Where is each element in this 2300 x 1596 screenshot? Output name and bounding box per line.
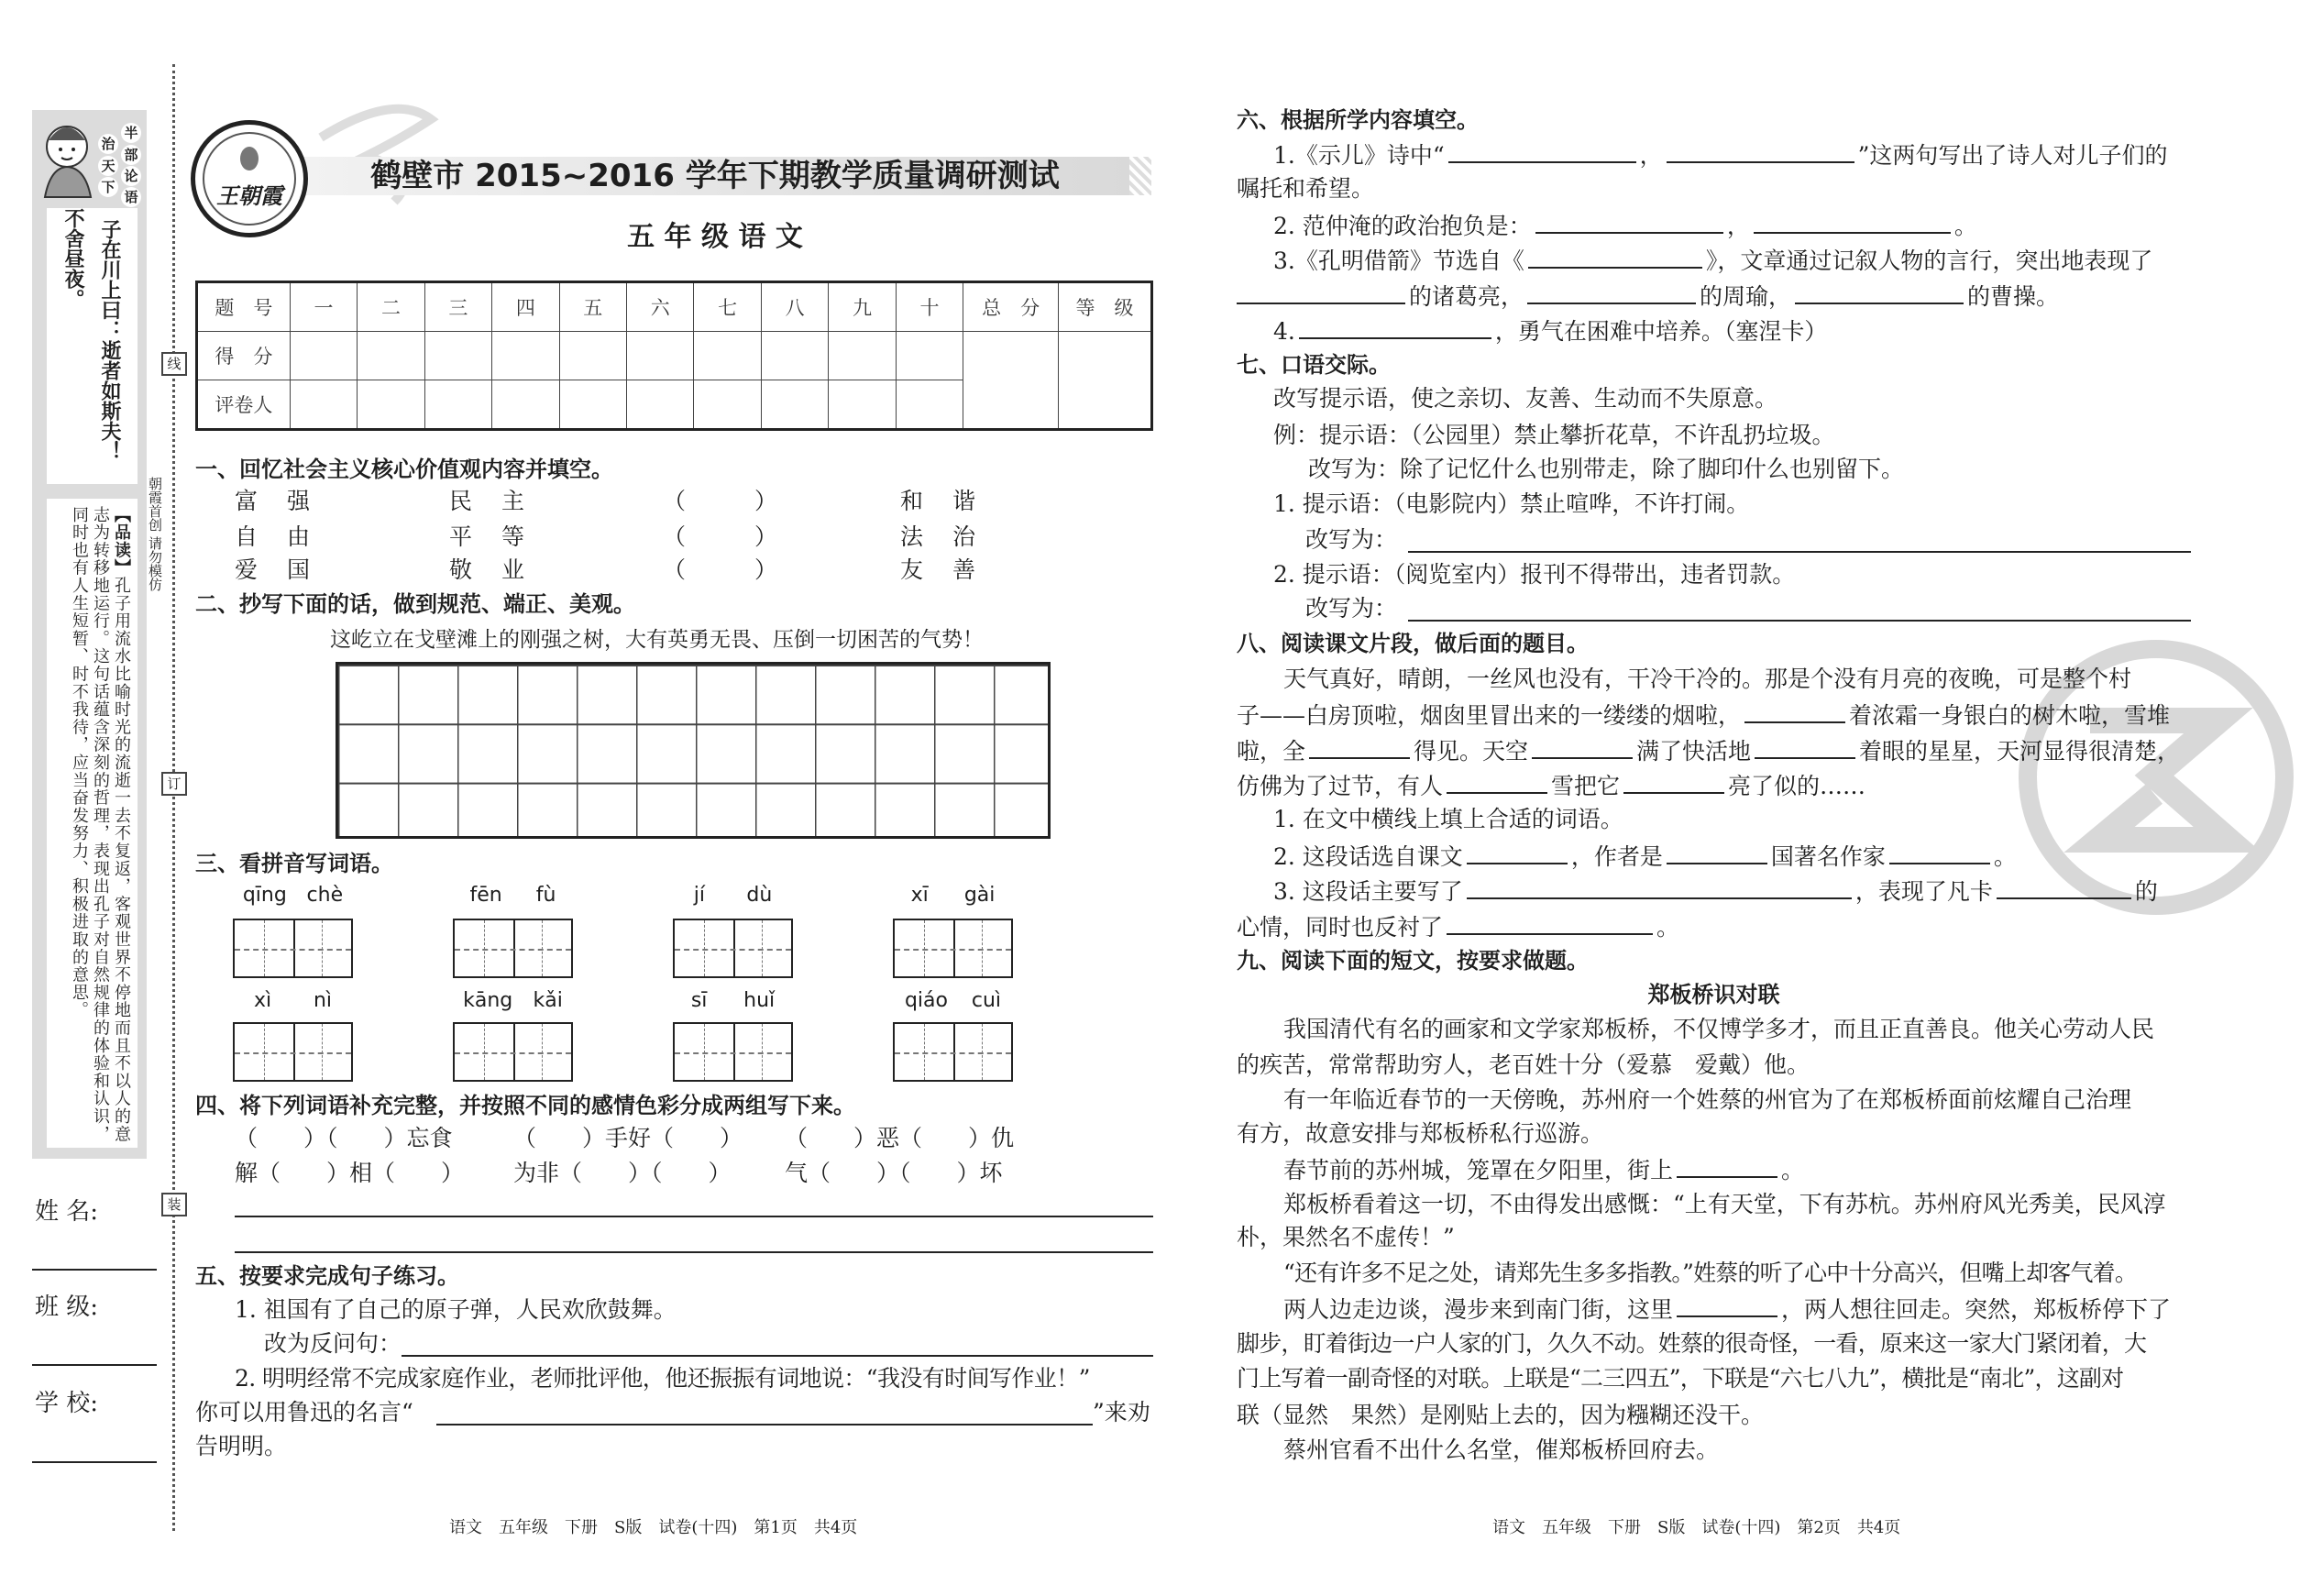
tianzige-box[interactable] [453, 1022, 573, 1082]
name-field[interactable] [32, 1269, 157, 1271]
passage-line: 我国清代有名的画家和文学家郑板桥，不仅博学多才，而且正直善良。他关心劳动人民 [1283, 1016, 2155, 1042]
copy-sentence: 这屹立在戈壁滩上的刚强之树，大有英勇无畏、压倒一切困苦的气势！ [330, 628, 984, 652]
grader-cell[interactable] [694, 380, 761, 430]
score-table [195, 281, 1153, 431]
binding-mark: 订 [161, 772, 187, 796]
text-line: 例：提示语：（公园里）禁止攀折花草，不许乱扔垃圾。 [1273, 422, 1835, 448]
score-cell[interactable] [358, 332, 424, 380]
answer-line[interactable] [436, 1424, 1093, 1425]
blank[interactable] [1677, 1295, 1777, 1317]
value-word: 富强 [235, 488, 340, 514]
value-blank[interactable]: （ ） [663, 488, 778, 514]
tianzige-box[interactable] [453, 919, 573, 978]
blank[interactable] [1667, 842, 1767, 864]
passage-line: 门上写着一副奇怪的对联。上联是“二三四五”，下联是“六七八九”，横批是“南北”，这副对 [1237, 1365, 2124, 1392]
passage-line: 郑板桥看着这一切，不由得发出感慨：“上有天堂，下有苏杭。苏州府风光秀美，民风淳 [1283, 1191, 2166, 1217]
blank[interactable] [1448, 141, 1636, 163]
text-line: 1. 在文中横线上填上合适的词语。 [1273, 806, 1623, 832]
score-header: 题 号 [197, 282, 291, 332]
text-line: 改写提示语，使之亲切、友善、生动而不失原意。 [1273, 385, 1778, 412]
pinyin-label: fēn fù [469, 884, 556, 907]
value-word: 平等 [449, 523, 555, 550]
section-heading-4: 四、将下列词语补充完整，并按照不同的感情色彩分成两组写下来。 [195, 1093, 855, 1118]
answer-line[interactable] [1408, 620, 2191, 622]
blank[interactable] [1309, 737, 1410, 759]
commentary-box [47, 499, 138, 1148]
school-field-label: 学 校: [35, 1390, 99, 1417]
value-word: 民主 [449, 488, 555, 514]
score-cell[interactable] [896, 332, 963, 380]
section-heading-3: 三、看拼音写词语。 [195, 851, 393, 876]
banner-pattern [1129, 157, 1151, 195]
writing-grid[interactable] [336, 662, 1051, 839]
binding-note: 朝霞首创 请勿模仿 [147, 477, 163, 660]
pinyin-label: xì nì [253, 989, 333, 1012]
score-header: 等 级 [1059, 282, 1152, 332]
grader-cell[interactable] [492, 380, 559, 430]
blank[interactable] [1997, 877, 2131, 899]
tianzige-box[interactable] [233, 919, 353, 978]
value-word: 爱国 [235, 556, 340, 583]
badge-char: 语 [121, 187, 141, 207]
tianzige-box[interactable] [893, 919, 1013, 978]
blank[interactable] [1467, 842, 1568, 864]
class-field[interactable] [32, 1364, 157, 1366]
pinyin-label: qīng chè [242, 884, 344, 907]
commentary-label: 【品读】 [112, 506, 131, 578]
grader-cell[interactable] [896, 380, 963, 430]
score-header: 八 [761, 282, 828, 332]
quote-line-2: 不舍昼夜。 [61, 208, 84, 309]
text-line: 2. 提示语：（阅览室内）报刊不得带出，违者罚款。 [1273, 561, 1796, 588]
section-heading-7: 七、口语交际。 [1237, 352, 1391, 378]
badge-char: 治 [98, 134, 118, 154]
sentence-text: 你可以用鲁迅的名言“ [195, 1399, 413, 1425]
pinyin-label: kāng kǎi [463, 989, 563, 1012]
sentence-text: ”来劝 [1093, 1399, 1150, 1425]
pinyin-label: xī gài [910, 884, 996, 907]
blank[interactable] [1299, 317, 1491, 339]
pinyin-label: sī huǐ [690, 989, 776, 1012]
grader-cell[interactable] [627, 380, 694, 430]
tianzige-box[interactable] [673, 1022, 793, 1082]
rhetorical-prompt: 改为反问句： [264, 1330, 402, 1357]
school-field[interactable] [32, 1461, 157, 1463]
idiom-item[interactable]: （ ）手好（ ） [513, 1125, 743, 1151]
grader-cell[interactable] [424, 380, 491, 430]
passage-line: 的疾苦，常常帮助穷人，老百姓十分（爱慕 爱戴）他。 [1237, 1051, 1810, 1078]
passage-line: “还有许多不足之处，请郑先生多多指教。”姓蔡的听了心中十分高兴，但嘴上却客气着。 [1283, 1260, 2138, 1286]
score-header: 十 [896, 282, 963, 332]
passage-line: 有一年临近春节的一天傍晚，苏州府一个姓蔡的州官为了在郑板桥面前炫耀自己治理 [1283, 1086, 2132, 1113]
sentence-text: 告明明。 [195, 1433, 288, 1459]
pinyin-label: jí dù [693, 884, 773, 907]
total-score-cell[interactable] [963, 332, 1059, 430]
badge-char: 下 [98, 177, 118, 197]
section-heading-5: 五、按要求完成句子练习。 [195, 1263, 459, 1289]
blank[interactable] [1667, 141, 1854, 163]
score-cell[interactable] [627, 332, 694, 380]
grader-cell[interactable] [761, 380, 828, 430]
blank[interactable] [1447, 772, 1547, 794]
score-header: 五 [559, 282, 626, 332]
section-heading-1: 一、回忆社会主义核心价值观内容并填空。 [195, 457, 613, 482]
rewrite-label: 改写为： [1305, 595, 1398, 622]
value-blank[interactable]: （ ） [663, 523, 778, 550]
score-header: 一 [290, 282, 357, 332]
passage-line: 联（显然 果然）是刚贴上去的，因为糨糊还没干。 [1237, 1402, 1765, 1428]
grader-cell[interactable] [358, 380, 424, 430]
idiom-item[interactable]: 为非（ ）（ ） [513, 1160, 732, 1186]
score-cell[interactable] [761, 332, 828, 380]
text-line: 改写为：除了记忆什么也别带走，除了脚印什么也别留下。 [1308, 456, 1905, 482]
blank[interactable] [1532, 737, 1633, 759]
score-cell[interactable] [829, 332, 896, 380]
blank[interactable] [1623, 772, 1724, 794]
section-heading-2: 二、抄写下面的话，做到规范、端正、美观。 [195, 591, 635, 617]
cartoon-confucius-icon [32, 115, 96, 202]
brand-logo [191, 120, 308, 237]
grader-cell[interactable] [829, 380, 896, 430]
score-cell[interactable] [492, 332, 559, 380]
answer-line[interactable] [1408, 551, 2191, 553]
badge-char: 天 [98, 156, 118, 176]
score-row [197, 332, 1152, 380]
idiom-item[interactable]: 气（ ）（ ）坏 [785, 1160, 1003, 1186]
page-footer: 语文 五年级 下册 S版 试卷(十四) 第2页 共4页 [1492, 1518, 1901, 1537]
section-heading-9: 九、阅读下面的短文，按要求做题。 [1237, 948, 1589, 974]
rewrite-label: 改写为： [1305, 526, 1398, 553]
sentence-item: 2. 明明经常不完成家庭作业，老师批评他，他还振振有词地说：“我没有时间写作业！” [235, 1365, 1090, 1392]
passage-line: 蔡州官看不出什么名堂，催郑板桥回府去。 [1283, 1436, 1720, 1463]
score-header: 六 [627, 282, 694, 332]
page-footer: 语文 五年级 下册 S版 试卷(十四) 第1页 共4页 [449, 1518, 858, 1537]
blank[interactable] [1528, 247, 1702, 269]
score-header: 七 [694, 282, 761, 332]
score-cell[interactable] [290, 332, 357, 380]
passage-line: 朴，果然名不虚传！” [1237, 1224, 1455, 1250]
score-cell[interactable] [559, 332, 626, 380]
sentence-item: 1. 祖国有了自己的原子弹，人民欢欣鼓舞。 [235, 1296, 677, 1323]
score-cell[interactable] [424, 332, 491, 380]
idiom-item[interactable]: （ ）（ ）忘食 [235, 1125, 453, 1151]
blank[interactable] [1527, 282, 1696, 304]
score-header: 二 [358, 282, 424, 332]
answer-line[interactable] [235, 1216, 1153, 1217]
class-field-label: 班 级: [35, 1293, 99, 1321]
passage-line: 有方，故意安排与郑板桥私行巡游。 [1237, 1120, 1604, 1147]
passage-line: 天气真好，晴朗，一丝风也没有，干冷干冷的。那是个没有月亮的夜晚，可是整个村 [1283, 666, 2132, 692]
commentary-text: 【品读】孔子用流水比喻时光的流逝一去不复返，客观世界不停地而且不以人的意志为转移地运行。这句话蕴含深刻的哲理，表现出孔子对自然规律的体验和认识，同时也有人生短暂、时不我待，应当奋发努力、积极进取的意思。 [70, 506, 131, 1143]
answer-line[interactable] [402, 1355, 1153, 1357]
value-word: 法治 [900, 523, 1006, 550]
passage-line: 脚步，盯着街边一户人家的门，久久不动。姓蔡的很奇怪，一看，原来这一家大门紧闭着，大 [1237, 1330, 2147, 1357]
tianzige-box[interactable] [233, 1022, 353, 1082]
tianzige-box[interactable] [673, 919, 793, 978]
idiom-item[interactable]: （ ）恶（ ）仇 [785, 1125, 1015, 1151]
section-heading-8: 八、阅读课文片段，做后面的题目。 [1237, 631, 1589, 656]
grade-cell[interactable] [1059, 332, 1152, 430]
blank[interactable] [1467, 877, 1852, 899]
text-line: 嘱托和希望。 [1237, 175, 1375, 202]
score-header: 总 分 [963, 282, 1059, 332]
blank[interactable] [1677, 1156, 1777, 1178]
page-title: 鹤壁市 2015~2016 学年下期教学质量调研测试 [370, 158, 1060, 194]
badge-char: 论 [121, 166, 141, 186]
binding-mark: 装 [161, 1193, 187, 1216]
score-header: 四 [492, 282, 559, 332]
section-heading-6: 六、根据所学内容填空。 [1237, 107, 1479, 133]
blank[interactable] [1755, 737, 1855, 759]
grader-cell[interactable] [290, 380, 357, 430]
value-word: 敬业 [449, 556, 555, 583]
score-cell[interactable] [694, 332, 761, 380]
logo-portrait-icon [240, 147, 259, 171]
quote-box [47, 208, 138, 484]
value-word: 和谐 [900, 488, 1006, 514]
value-word: 友善 [900, 556, 1006, 583]
page-subtitle: 五 年 级 语 文 [627, 221, 803, 253]
blank[interactable] [1889, 842, 1990, 864]
blank[interactable] [1535, 212, 1723, 234]
blank[interactable] [1237, 282, 1405, 304]
value-word: 自由 [235, 523, 340, 550]
blank[interactable] [1744, 701, 1845, 723]
pinyin-label: qiáo cuì [904, 989, 1002, 1012]
passage-title: 郑板桥识对联 [1647, 982, 1780, 1007]
row-label: 评卷人 [197, 380, 291, 430]
value-blank[interactable]: （ ） [663, 556, 778, 583]
binding-line [172, 64, 175, 1531]
grader-cell[interactable] [559, 380, 626, 430]
score-header: 九 [829, 282, 896, 332]
idiom-item[interactable]: 解（ ）相（ ） [235, 1160, 465, 1186]
name-field-label: 姓 名: [35, 1198, 99, 1226]
blank[interactable] [1754, 212, 1951, 234]
badge-char: 半 [121, 123, 141, 143]
sidebar-proverb-panel [32, 110, 147, 1159]
binding-mark: 线 [161, 352, 187, 376]
tianzige-box[interactable] [893, 1022, 1013, 1082]
badge-char: 部 [121, 145, 141, 165]
text-line: 1. 提示语：（电影院内）禁止喧哗，不许打闹。 [1273, 490, 1750, 517]
quote-line-1: 子在川上曰：逝者如斯夫！ [98, 219, 121, 461]
score-header-row [197, 282, 1152, 332]
blank[interactable] [1447, 913, 1653, 935]
row-label: 得 分 [197, 332, 291, 380]
answer-line[interactable] [235, 1251, 1153, 1253]
score-header: 三 [424, 282, 491, 332]
logo-text: 王朝霞 [216, 182, 282, 209]
blank[interactable] [1795, 282, 1964, 304]
